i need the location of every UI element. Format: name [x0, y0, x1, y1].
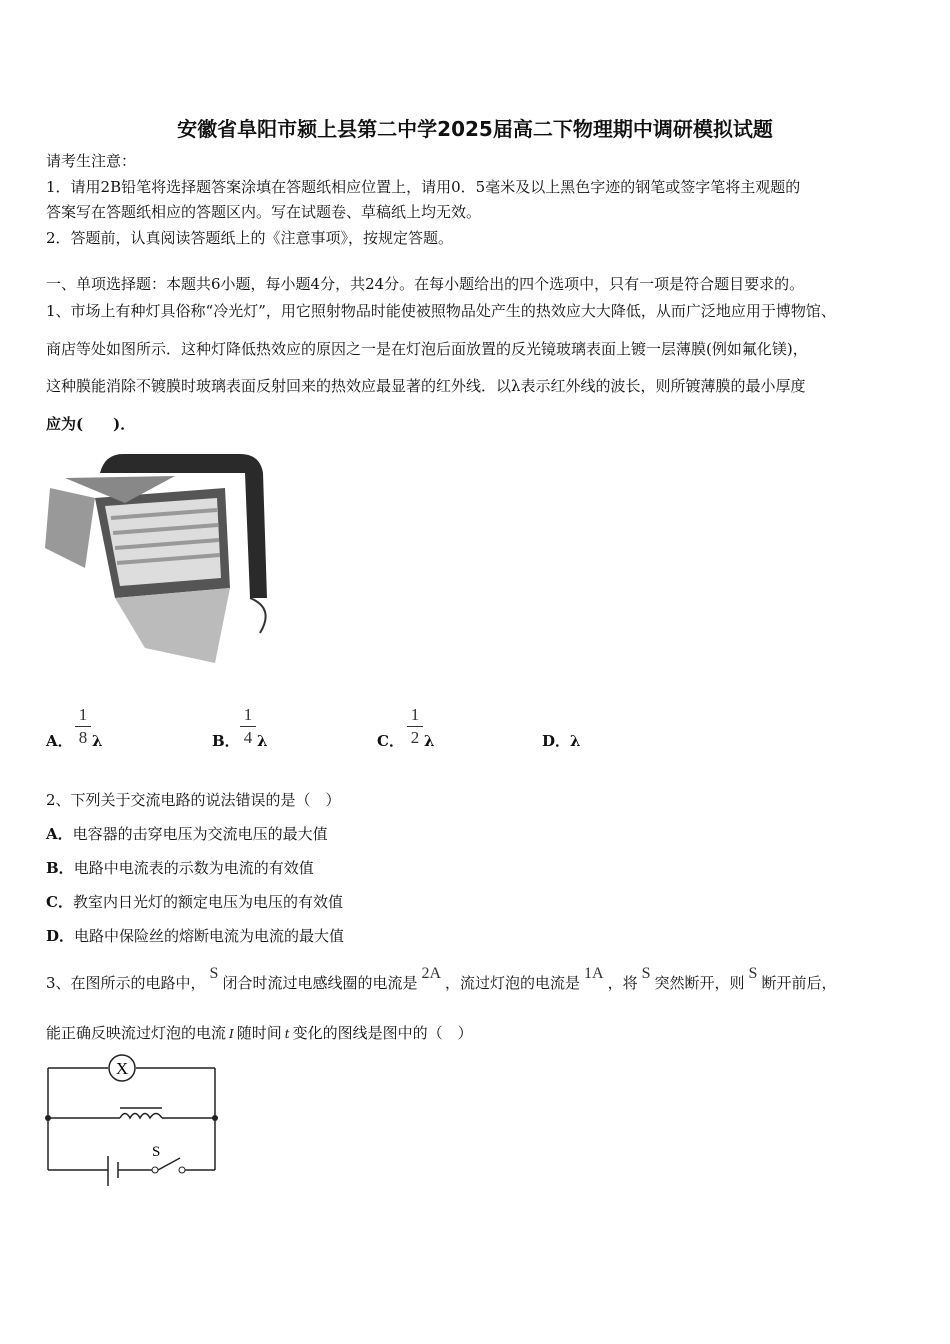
notice-line: 2．答题前，认真阅读答题纸上的《注意事项》，按规定答题。 — [46, 229, 454, 247]
circuit-diagram — [40, 1052, 230, 1192]
cold-light-lamp-image — [45, 448, 275, 668]
q2-option-d[interactable]: D．电路中保险丝的熔断电流为电流的最大值 — [46, 927, 345, 945]
q1-stem: 1、市场上有种灯具俗称“冷光灯”，用它照射物品时能使被照物品处产生的热效应大大降低，从而广泛地应用于博物馆、 — [46, 302, 836, 320]
lamp-label: X — [115, 1059, 129, 1078]
q2-option-c[interactable]: C．教室内日光灯的额定电压为电压的有效值 — [46, 893, 343, 911]
switch-label: S — [152, 1144, 161, 1160]
section-heading: 一、单项选择题：本题共6小题，每小题4分，共24分。在每小题给出的四个选项中，只有一项是符合题目要求的。 — [46, 275, 805, 293]
q1-stem: 这种膜能消除不镀膜时玻璃表面反射回来的热效应最显著的红外线．以λ表示红外线的波长，则所镀薄膜的最小厚度 — [46, 377, 806, 395]
notice-line: 1．请用2B铅笔将选择题答案涂填在答题纸相应位置上，请用0．5毫米及以上黑色字迹的钢笔或签字笔将主观题的 — [46, 178, 801, 196]
q3-stem-line1: 3、在图所示的电路中，S闭合时流过电感线圈的电流是2A，流过灯泡的电流是1A，将S突然断开，则S断开前后， — [46, 965, 837, 992]
q2-option-a[interactable]: A．电容器的击穿电压为交流电压的最大值 — [46, 825, 328, 843]
fraction: $\frac{1}{2}$ — [407, 704, 423, 749]
q3-stem-line2: 能正确反映流过灯泡的电流 I 随时间 t 变化的图线是图中的（ ） — [46, 1024, 473, 1042]
q1-stem: 商店等处如图所示．这种灯降低热效应的原因之一是在灯泡后面放置的反光镜玻璃表面上镀一层薄膜(例如氟化镁)， — [46, 340, 808, 358]
exam-page: 安徽省阜阳市颍上县第二中学2025届高二下物理期中调研模拟试题 请考生注意： 1．请用2B铅笔将选择题答案涂填在答题纸相应位置上，请用0．5毫米及以上黑色字迹的钢笔或签字笔将主观题的 答案写在答题纸相应的答题区内。写在试题卷、草稿纸上均无效。 2．答题前，认真阅读答题纸上的《注意事项》，按规定答题。 一、单项选择题：本题共6小题，每小题4分，共24分。在每小题给出的四个选项中，只有一项是符合题目要求的。 1、市场上有种灯具俗称“冷光灯”，用它照射物品时能使被照物品处产生的热效应大大降低，从而广泛地应用于博物馆、 商店等处如图所示．这种灯降低热效应的原因之一是在灯泡后面放置的反光镜玻璃表面上镀一层薄膜(例如氟化镁)， 这种膜能消除不镀膜时玻璃表面反射回来的热效应最显著的红外线．以λ表示红外线的波长，则所镀薄膜的最小厚度 应为( )． A． $\frac{1}{8}$ λ B． $\frac{1}{4}$ λ C． $\frac{1}{2}$ λ D． λ 2、下列关于交流电路的说法错误的是（ ） A．电容器的击穿电压为交流电压的最大值 B．电路中电流表的示数为电流的有效值 C．教室内日光灯的额定电压为电压的有效值 D．电路中保险丝的熔断电流为电流的最大值 3、在图所示的电路中，S闭合时流过电感线圈的电流是2A，流过灯泡的电流是1A，将S突然断开，则S断开前后， 能正确反映流过灯泡的电流 I 随时间 t 变化的图线是图中的（ ） X S — [0, 0, 950, 1344]
fraction: $\frac{1}{8}$ — [75, 704, 91, 749]
page-title: 安徽省阜阳市颍上县第二中学2025届高二下物理期中调研模拟试题 — [177, 117, 773, 141]
q1-stem: 应为( )． — [46, 415, 136, 433]
fraction: $\frac{1}{4}$ — [240, 704, 256, 749]
q2-stem: 2、下列关于交流电路的说法错误的是（ ） — [46, 791, 341, 809]
notice-heading: 请考生注意： — [46, 152, 137, 170]
notice-line: 答案写在答题纸相应的答题区内。写在试题卷、草稿纸上均无效。 — [46, 203, 482, 221]
q2-option-b[interactable]: B．电路中电流表的示数为电流的有效值 — [46, 859, 314, 877]
